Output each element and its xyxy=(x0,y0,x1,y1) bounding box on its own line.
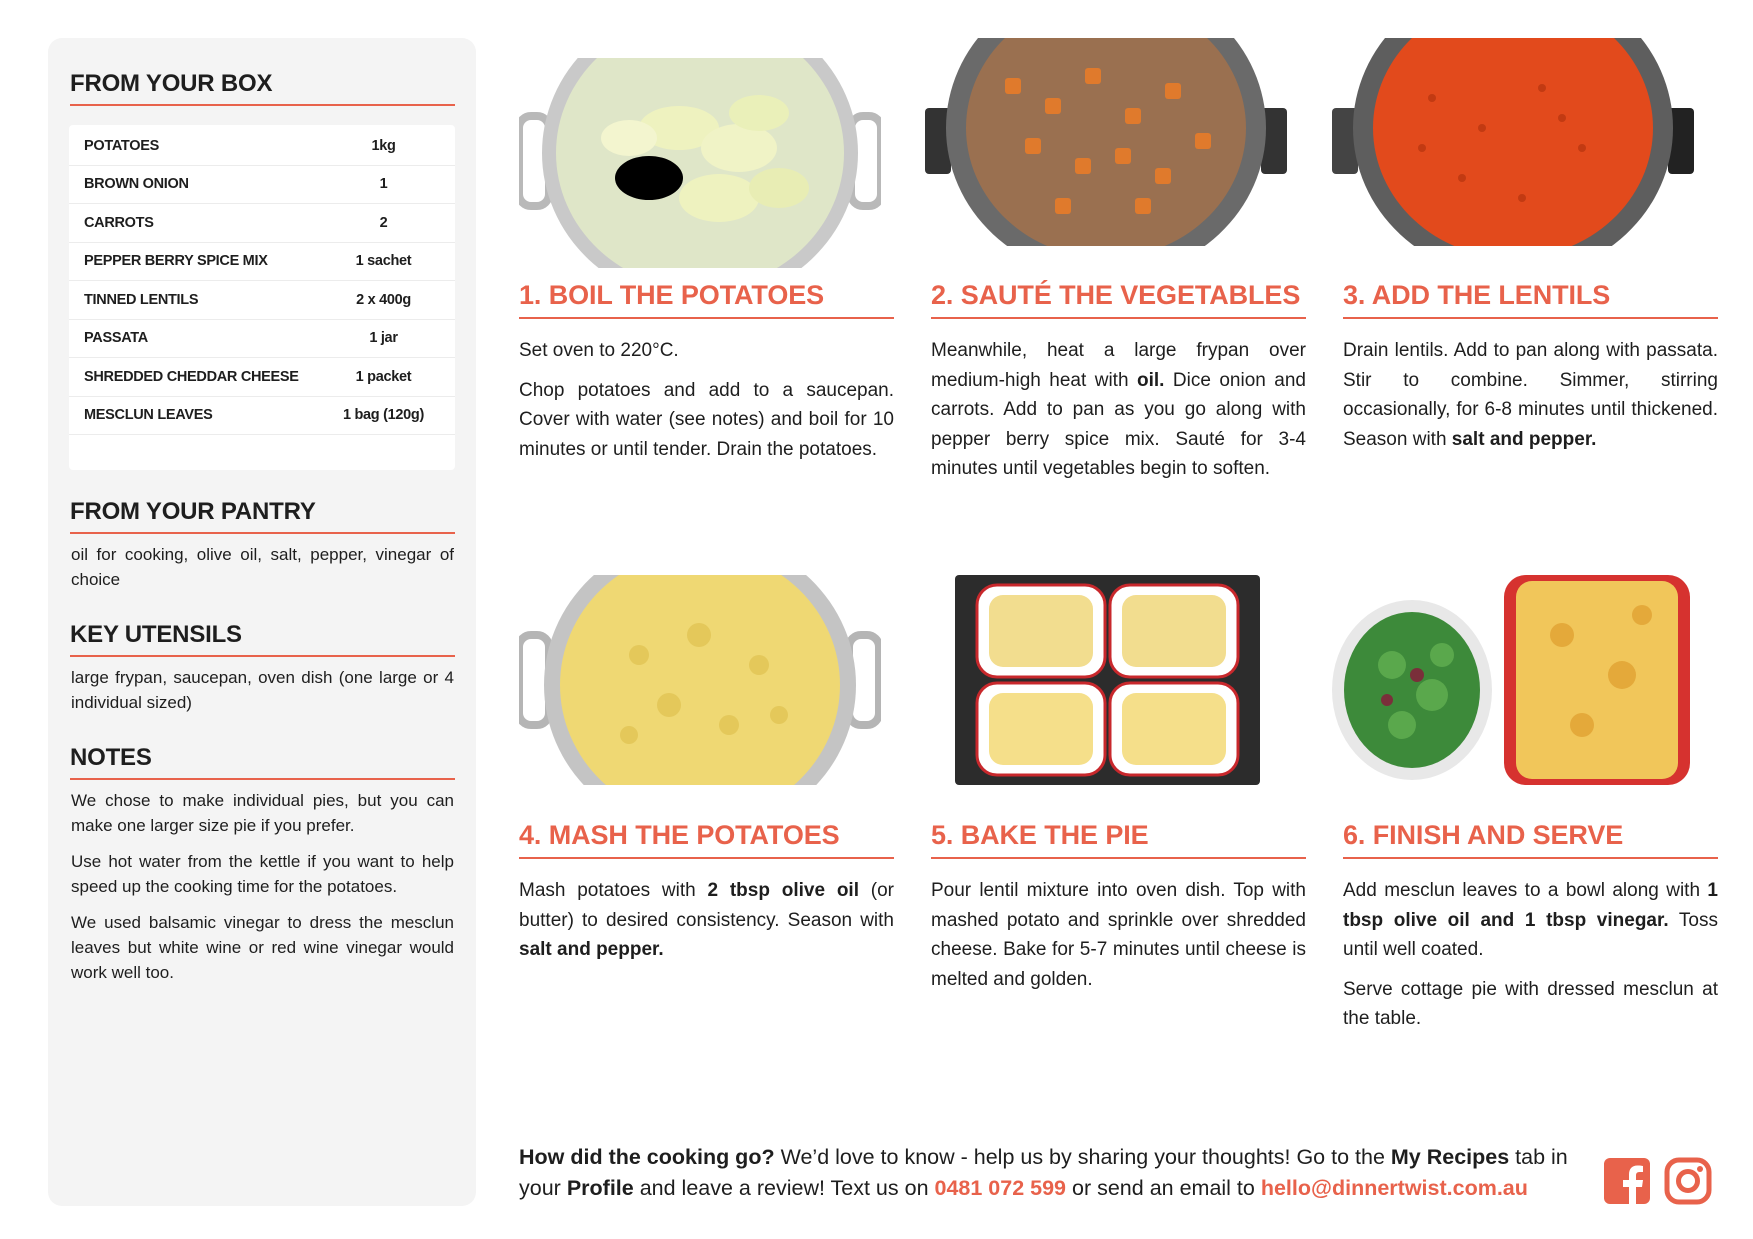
bold-run: salt and pepper. xyxy=(519,939,664,960)
email-link[interactable]: hello@dinnertwist.com.au xyxy=(1260,1176,1528,1200)
ingredient-qty: 2 x 400g xyxy=(356,291,411,308)
step-5-image xyxy=(955,575,1260,785)
text-run: Mash potatoes with xyxy=(519,880,708,901)
step-1-image xyxy=(519,58,881,268)
step-3-title: 3. ADD THE LENTILS xyxy=(1343,280,1718,319)
ingredient-name: PASSATA xyxy=(84,330,148,347)
step-5-text: Pour lentil mixture into oven dish. Top with mashed potato and sprinkle over shredded cheese. Bake for 5-7 minutes until cheese is melted and golden. xyxy=(931,880,1306,990)
step-1-title: 1. BOIL THE POTATOES xyxy=(519,280,894,319)
ingredient-qty: 1 bag (120g) xyxy=(342,407,424,424)
text-run: Dice onion and carrots. Add to pan as you go along with pepper berry spice mix. Sauté for 3-4 minutes until vegetables begin to soften. xyxy=(931,369,1306,479)
note-item: We used balsamic vinegar to dress the mesclun leaves but white wine or red wine vinegar would work well too. xyxy=(71,913,454,982)
step-2-image xyxy=(925,38,1287,246)
step-6-body xyxy=(1343,876,1718,1044)
text-run: Drain lentils. Add to pan along with passata. Stir to combine. Simmer, stirring occasionally, for 6-8 minutes until thickened. Season with xyxy=(1343,340,1718,450)
ingredient-qty: 1 sachet xyxy=(355,253,412,270)
bold-run: oil. xyxy=(1136,369,1165,391)
footer-question: How did the cooking go? xyxy=(519,1145,775,1169)
ingredient-name: SHREDDED CHEDDAR CHEESE xyxy=(84,368,299,385)
note-item: Use hot water from the kettle if you want to help speed up the cooking time for the potatoes. xyxy=(71,852,454,896)
step-3-body xyxy=(1343,336,1718,464)
step-4-image xyxy=(519,575,881,785)
step-4-text xyxy=(519,876,894,965)
ingredient-name: CARROTS xyxy=(84,214,154,231)
my-recipes-label: My Recipes xyxy=(1390,1145,1510,1169)
text-run: (or butter) to desired consistency. Season with xyxy=(519,880,894,931)
step-6-title: 6. FINISH AND SERVE xyxy=(1343,820,1718,859)
footer-text: tab in your xyxy=(519,1145,1568,1200)
table-row xyxy=(69,358,455,397)
text-run: Add mesclun leaves to a bowl along with xyxy=(1343,880,1708,901)
note-item: We chose to make individual pies, but you can make one larger size pie if you prefer. xyxy=(71,791,454,835)
pantry-text: oil for cooking, olive oil, salt, pepper, vinegar of choice xyxy=(71,545,454,589)
text-run: Meanwhile, heat a large frypan over medium-high heat with xyxy=(931,340,1306,391)
box-ingredients-table xyxy=(69,125,455,470)
step-2-body xyxy=(931,336,1306,494)
step-1-text: Chop potatoes and add to a saucepan. Cover with water (see notes) and boil for 10 minutes or until tender. Drain the potatoes. xyxy=(519,379,894,460)
step-2-text xyxy=(931,336,1306,484)
ingredient-qty: 1 xyxy=(379,176,388,193)
step-1-body xyxy=(519,336,894,474)
table-row xyxy=(69,166,455,205)
table-row xyxy=(69,281,455,320)
utensils-heading: KEY UTENSILS xyxy=(70,621,455,657)
table-row xyxy=(69,320,455,359)
phone-link[interactable]: 0481 072 599 xyxy=(934,1176,1067,1200)
utensils-text: large frypan, saucepan, oven dish (one large or 4 individual sized) xyxy=(71,668,454,712)
ingredient-name: MESCLUN LEAVES xyxy=(84,407,213,424)
ingredient-name: POTATOES xyxy=(84,137,159,154)
step-6-text xyxy=(1343,876,1718,965)
step-5-body xyxy=(931,876,1306,1004)
text-run: Toss until well coated. xyxy=(1343,909,1718,960)
box-heading: FROM YOUR BOX xyxy=(70,70,455,106)
footer-text: We’d love to know - help us by sharing your thoughts! Go to the xyxy=(774,1145,1391,1169)
ingredient-qty: 2 xyxy=(379,214,388,231)
profile-label: Profile xyxy=(566,1176,634,1200)
table-row xyxy=(69,127,455,166)
step-4-body xyxy=(519,876,894,975)
facebook-icon[interactable] xyxy=(1603,1157,1651,1205)
footer-text: and leave a review! Text us on xyxy=(633,1176,935,1200)
step-1-text: Set oven to 220°C. xyxy=(519,340,679,361)
table-row xyxy=(69,243,455,282)
step-5-title: 5. BAKE THE PIE xyxy=(931,820,1306,859)
table-row xyxy=(69,204,455,243)
step-3-image xyxy=(1332,38,1694,246)
step-2-title: 2. SAUTÉ THE VEGETABLES xyxy=(931,280,1306,319)
ingredient-qty: 1 packet xyxy=(355,368,412,385)
instagram-icon[interactable] xyxy=(1664,1157,1712,1205)
ingredient-name: PEPPER BERRY SPICE MIX xyxy=(84,253,268,270)
bold-run: salt and pepper. xyxy=(1451,428,1597,450)
footer-text: or send an email to xyxy=(1066,1176,1261,1200)
ingredient-name: TINNED LENTILS xyxy=(84,291,199,308)
pantry-heading: FROM YOUR PANTRY xyxy=(70,498,455,534)
feedback-footer xyxy=(519,1142,1579,1204)
ingredient-qty: 1kg xyxy=(371,137,396,154)
step-6-text: Serve cottage pie with dressed mesclun at the table. xyxy=(1343,978,1718,1029)
step-6-image xyxy=(1332,575,1694,785)
ingredient-qty: 1 jar xyxy=(369,330,398,347)
step-3-text xyxy=(1343,336,1718,454)
bold-run: 1 tbsp olive oil and 1 tbsp vinegar. xyxy=(1343,880,1718,931)
ingredients-sidebar xyxy=(48,38,476,1206)
step-4-title: 4. MASH THE POTATOES xyxy=(519,820,894,859)
ingredient-name: BROWN ONION xyxy=(84,176,189,193)
table-row xyxy=(69,397,455,436)
bold-run: 2 tbsp olive oil xyxy=(707,880,859,901)
notes-heading: NOTES xyxy=(70,744,455,780)
